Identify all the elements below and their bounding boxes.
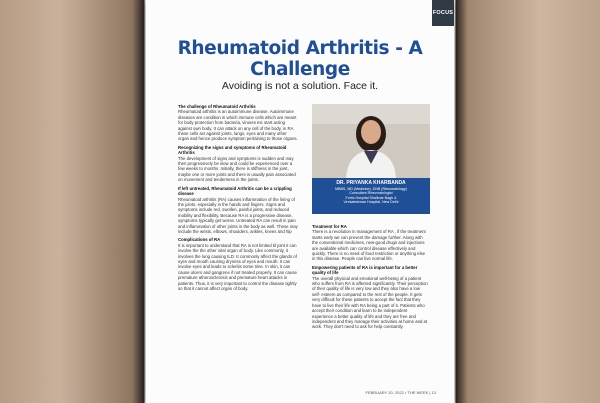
doctor-card (312, 104, 430, 214)
section-heading: Treatment for RA (312, 224, 347, 229)
section-body: The overall physical and emotional well-being of a patient who suffers from RA is affected significantly. Their perception of their quality of life is very low and they also have a low self- esteem as compared to the rest of the people. It gets very difficult for these patients to accept the fact that they have to live their life with RA being a part of it. Patients who accept their condition and learn to be independent experience a better quality of life and they are free and independent and they manage their activities at home and at work. They don't need to ask for help constantly. (312, 275, 428, 330)
page-footer: FEBRUARY 20, 2022 • THE WEEK | 13 (365, 390, 436, 395)
doctor-photo (312, 104, 430, 178)
doctor-caption (312, 180, 430, 205)
focus-badge: FOCUS (432, 0, 454, 26)
section-body: It is important to understand that RA is not limited til joint it can involve the the other vital organ of body. Like commonly, it involves the lung causing ILD. It commonly affect the glands of eyes and mouth causing dryness of eyes and mouth. It can involve eyes and leads to scleritis some time. In skin, it can cause ulcers and gangrene if not treated properly. It can cause premature atherosclerosis and premature heart attacks in patients. Thus, it is very important to control the disease tightly so that it cannot affect organ of body. (178, 242, 297, 291)
right-column (312, 224, 428, 330)
doctor-name: DR. PRIYANKA KHARBANDA (336, 180, 406, 186)
left-column (178, 104, 298, 291)
section-body: The development of signs and symptoms is sudden and may then progressively be slow and could be experienced over a few weeks to months. Initially, there is stiffness in the joint, maybe one or more joints and there is usually pain associated on movement and tenderness in the joints. (178, 155, 296, 183)
section-body: Rheumatoid arthritis is an autoimmune disease. Autoimmune diseases are condition in which immune cells which are meant for body protection from bacteria, viruses etc start acting against own body. It can attack on any cell of the body, in RA these cells act against joints, lungs, eyes and many other organ and hence produce symptom pertaining to those organs. (178, 109, 298, 142)
article-subtitle: Avoiding is not a solution. Face it. (221, 80, 379, 92)
doctor-credential: MBBS, MD (Medicine), DNB (Rheumatology) (335, 187, 407, 191)
section-heading: Empowering patients of RA is important for a better quality of life (312, 264, 418, 276)
doctor-portrait-image (312, 104, 430, 178)
magazine-page (146, 0, 454, 403)
section-body: There is a revolution in management of RA , if the treatment starts early we can prevent the damage further. Along with the conventional medicines, new-good drugs and injections are available which can control disease effectively and quickly. There is no need of food restriction or anything else in this disease. People can live normal life. (312, 229, 426, 262)
section-heading: If left untreated, Rheumatoid Arthritis can be a crippling disease (178, 185, 292, 197)
doctor-credential: Venkateshwar Hospital, New Delhi (343, 200, 399, 205)
section-body: Rheumatoid arthritis (RA) causes inflammation of the lining of the joints, especially in the hands and fingers. Signs and symptoms include red, swollen, painful joints, and reduced mobility and flexibility. Because RA is a progressive disease, symptoms typically get worse. Untreated RA can result in pain and inflammation of other joints in the body as well. These may include the wrists, elbows, shoulders, ankles, knees and hip (178, 196, 298, 234)
section-heading: Complications of RA (178, 237, 221, 243)
section-heading: The challenge of Rheumatoid Arthritis (178, 104, 256, 109)
doctor-credential: Consultant Rheumatologist (349, 191, 393, 196)
doctor-credential: Fortis Hospital Shalimar Bagh & (345, 195, 397, 200)
section-heading: Recognizing the signs and symptoms of Rheumatoid Arthritis (178, 144, 287, 156)
article-title: Rheumatoid Arthritis - A Challenge (177, 38, 423, 80)
